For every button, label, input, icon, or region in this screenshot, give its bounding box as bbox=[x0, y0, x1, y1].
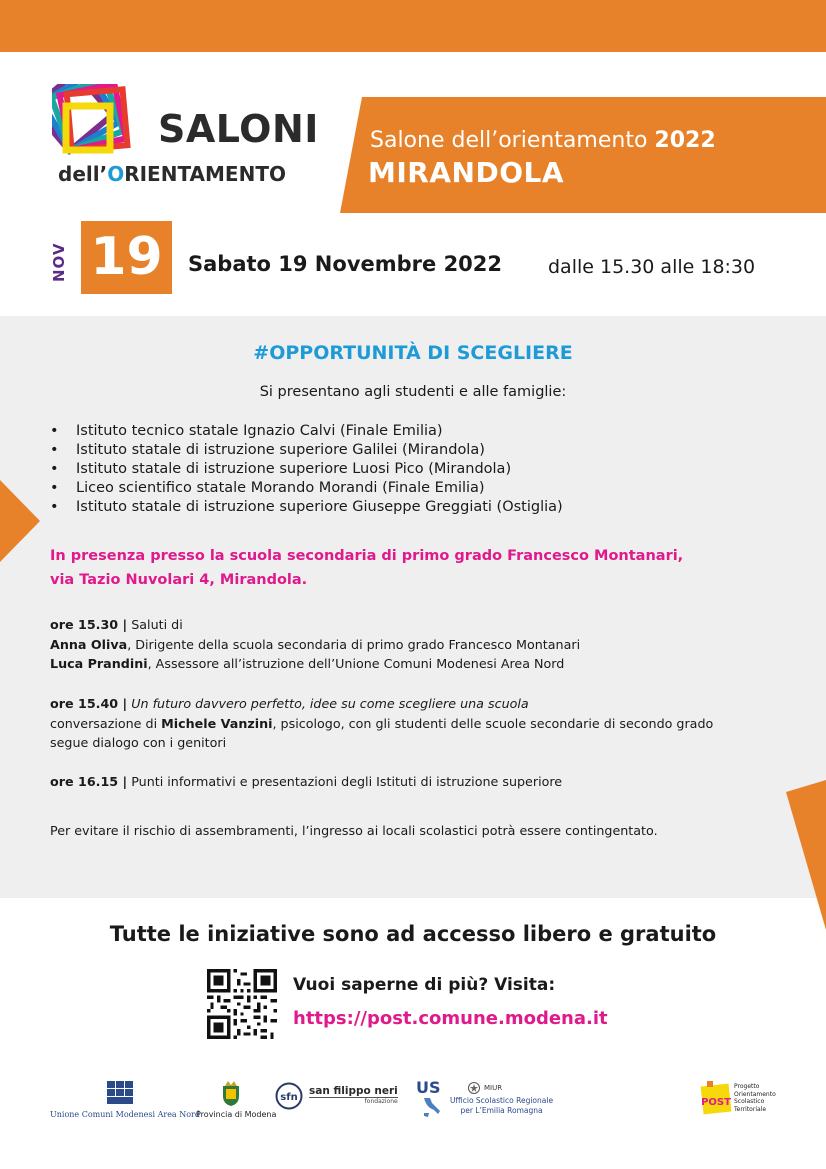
unione-label: Unione Comuni Modenesi Area Nord bbox=[50, 1110, 200, 1119]
usr-line1: Ufficio Scolastico Regionale bbox=[450, 1096, 554, 1105]
sfn-logo-icon bbox=[275, 1082, 303, 1110]
right-orange-shape bbox=[786, 780, 826, 930]
sponsor-san-filippo-neri bbox=[275, 1082, 398, 1114]
provincia-crest-icon bbox=[222, 1080, 240, 1106]
website-link[interactable]: https://post.comune.modena.it bbox=[293, 1008, 608, 1029]
program-time: ore 16.15 | bbox=[50, 774, 128, 789]
program-item-1540 bbox=[50, 694, 713, 753]
program-title: Saluti di bbox=[127, 617, 183, 632]
logo-dell: dell’ bbox=[58, 162, 108, 186]
post-logo-text: POST bbox=[701, 1097, 731, 1108]
speaker-role: , psicologo, con gli studenti delle scuole secondarie di secondo grado bbox=[272, 715, 714, 731]
speaker-name: Michele Vanzini bbox=[161, 715, 273, 731]
content-panel bbox=[0, 316, 826, 898]
program-item-1530 bbox=[50, 615, 580, 674]
banner-prefix: Salone dell’orientamento bbox=[370, 128, 655, 153]
program-title: Un futuro davvero perfetto, idee su come scegliere una scuola bbox=[127, 696, 529, 711]
post-line1: Progetto bbox=[734, 1083, 760, 1090]
speaker-name: Luca Prandini bbox=[50, 656, 148, 671]
sfn-sub: fondazione bbox=[364, 1098, 398, 1105]
speaker-role: , Assessore all’istruzione dell’Unione Comuni Modenesi Area Nord bbox=[147, 656, 565, 671]
logo-rientamento: RIENTAMENTO bbox=[124, 162, 286, 186]
venue-line2: via Tazio Nuvolari 4, Mirandola. bbox=[50, 572, 308, 588]
usr-line2: per L’Emilia Romagna bbox=[460, 1106, 543, 1115]
saloni-logo bbox=[52, 84, 342, 194]
post-line4: Territoriale bbox=[734, 1105, 767, 1113]
list-item: • Istituto tecnico statale Ignazio Calvi (Finale Emilia) bbox=[50, 422, 563, 441]
qr-code-icon[interactable] bbox=[207, 969, 277, 1039]
banner-year: 2022 bbox=[654, 128, 716, 153]
free-access-heading: Tutte le iniziative sono ad accesso libero e gratuito bbox=[109, 922, 717, 946]
logo-saloni: SALONI bbox=[158, 107, 319, 151]
color-fan-icon bbox=[52, 84, 162, 164]
date-full: Sabato 19 Novembre 2022 bbox=[188, 252, 503, 276]
unione-emblem-icon bbox=[106, 1080, 134, 1106]
list-item: • Liceo scientifico statale Morando Morandi (Finale Emilia) bbox=[50, 479, 563, 498]
usr-us: US bbox=[416, 1078, 441, 1097]
post-logo-icon bbox=[700, 1081, 732, 1115]
top-band bbox=[0, 0, 826, 52]
program-title: Punti informativi e presentazioni degli Istituti di istruzione superiore bbox=[127, 774, 563, 789]
safety-note: Per evitare il rischio di assembramenti, l’ingresso ai locali scolastici potrà essere contingentato. bbox=[50, 823, 658, 838]
post-line2: Orientamento bbox=[734, 1090, 776, 1098]
banner-city: MIRANDOLA bbox=[368, 156, 565, 189]
speaker-name: Anna Oliva bbox=[50, 636, 128, 652]
logo-orientamento bbox=[58, 164, 286, 184]
post-label bbox=[734, 1083, 776, 1113]
program-item-1615 bbox=[50, 772, 562, 792]
banner-subtitle bbox=[370, 128, 716, 153]
list-item: • Istituto statale di istruzione superiore Galilei (Mirandola) bbox=[50, 441, 563, 460]
sponsor-unione bbox=[50, 1080, 200, 1119]
program-time: ore 15.40 | bbox=[50, 696, 128, 711]
venue-line1: In presenza presso la scuola secondaria di primo grado Francesco Montanari, bbox=[50, 548, 684, 564]
date-day: 19 bbox=[81, 221, 172, 294]
venue-info bbox=[50, 544, 683, 592]
program-pre: conversazione di bbox=[50, 715, 162, 731]
program-time: ore 15.30 | bbox=[50, 617, 128, 632]
program-note: segue dialogo con i genitori bbox=[50, 735, 227, 750]
sfn-name: san filippo neri bbox=[309, 1085, 398, 1097]
speaker-role: , Dirigente della scuola secondaria di primo grado Francesco Montanari bbox=[127, 636, 581, 652]
hashtag-title: #OPPORTUNITÀ DI SCEGLIERE bbox=[253, 342, 573, 364]
post-line3: Scolastico bbox=[734, 1098, 765, 1105]
date-month: NOV bbox=[50, 242, 68, 282]
date-time: dalle 15.30 alle 18:30 bbox=[548, 256, 756, 278]
left-orange-triangle bbox=[0, 480, 40, 562]
svg-text:sfn: sfn bbox=[280, 1092, 298, 1103]
intro-text: Si presentano agli studenti e alle famiglie: bbox=[259, 384, 567, 400]
list-item: • Istituto statale di istruzione superiore Luosi Pico (Mirandola) bbox=[50, 460, 563, 479]
usr-miur: MIUR bbox=[484, 1084, 503, 1092]
schools-list bbox=[50, 422, 563, 517]
header-banner bbox=[340, 97, 826, 213]
sponsor-provincia bbox=[196, 1080, 277, 1119]
logo-o: O bbox=[107, 162, 125, 186]
list-item: • Istituto statale di istruzione superiore Giuseppe Greggiati (Ostiglia) bbox=[50, 498, 563, 517]
usr-label bbox=[450, 1096, 553, 1116]
more-info-label: Vuoi saperne di più? Visita: bbox=[293, 975, 556, 995]
provincia-label: Provincia di Modena bbox=[196, 1110, 277, 1119]
italy-map-icon bbox=[420, 1096, 444, 1118]
sponsor-post bbox=[700, 1081, 776, 1119]
miur-emblem-icon bbox=[468, 1082, 480, 1094]
